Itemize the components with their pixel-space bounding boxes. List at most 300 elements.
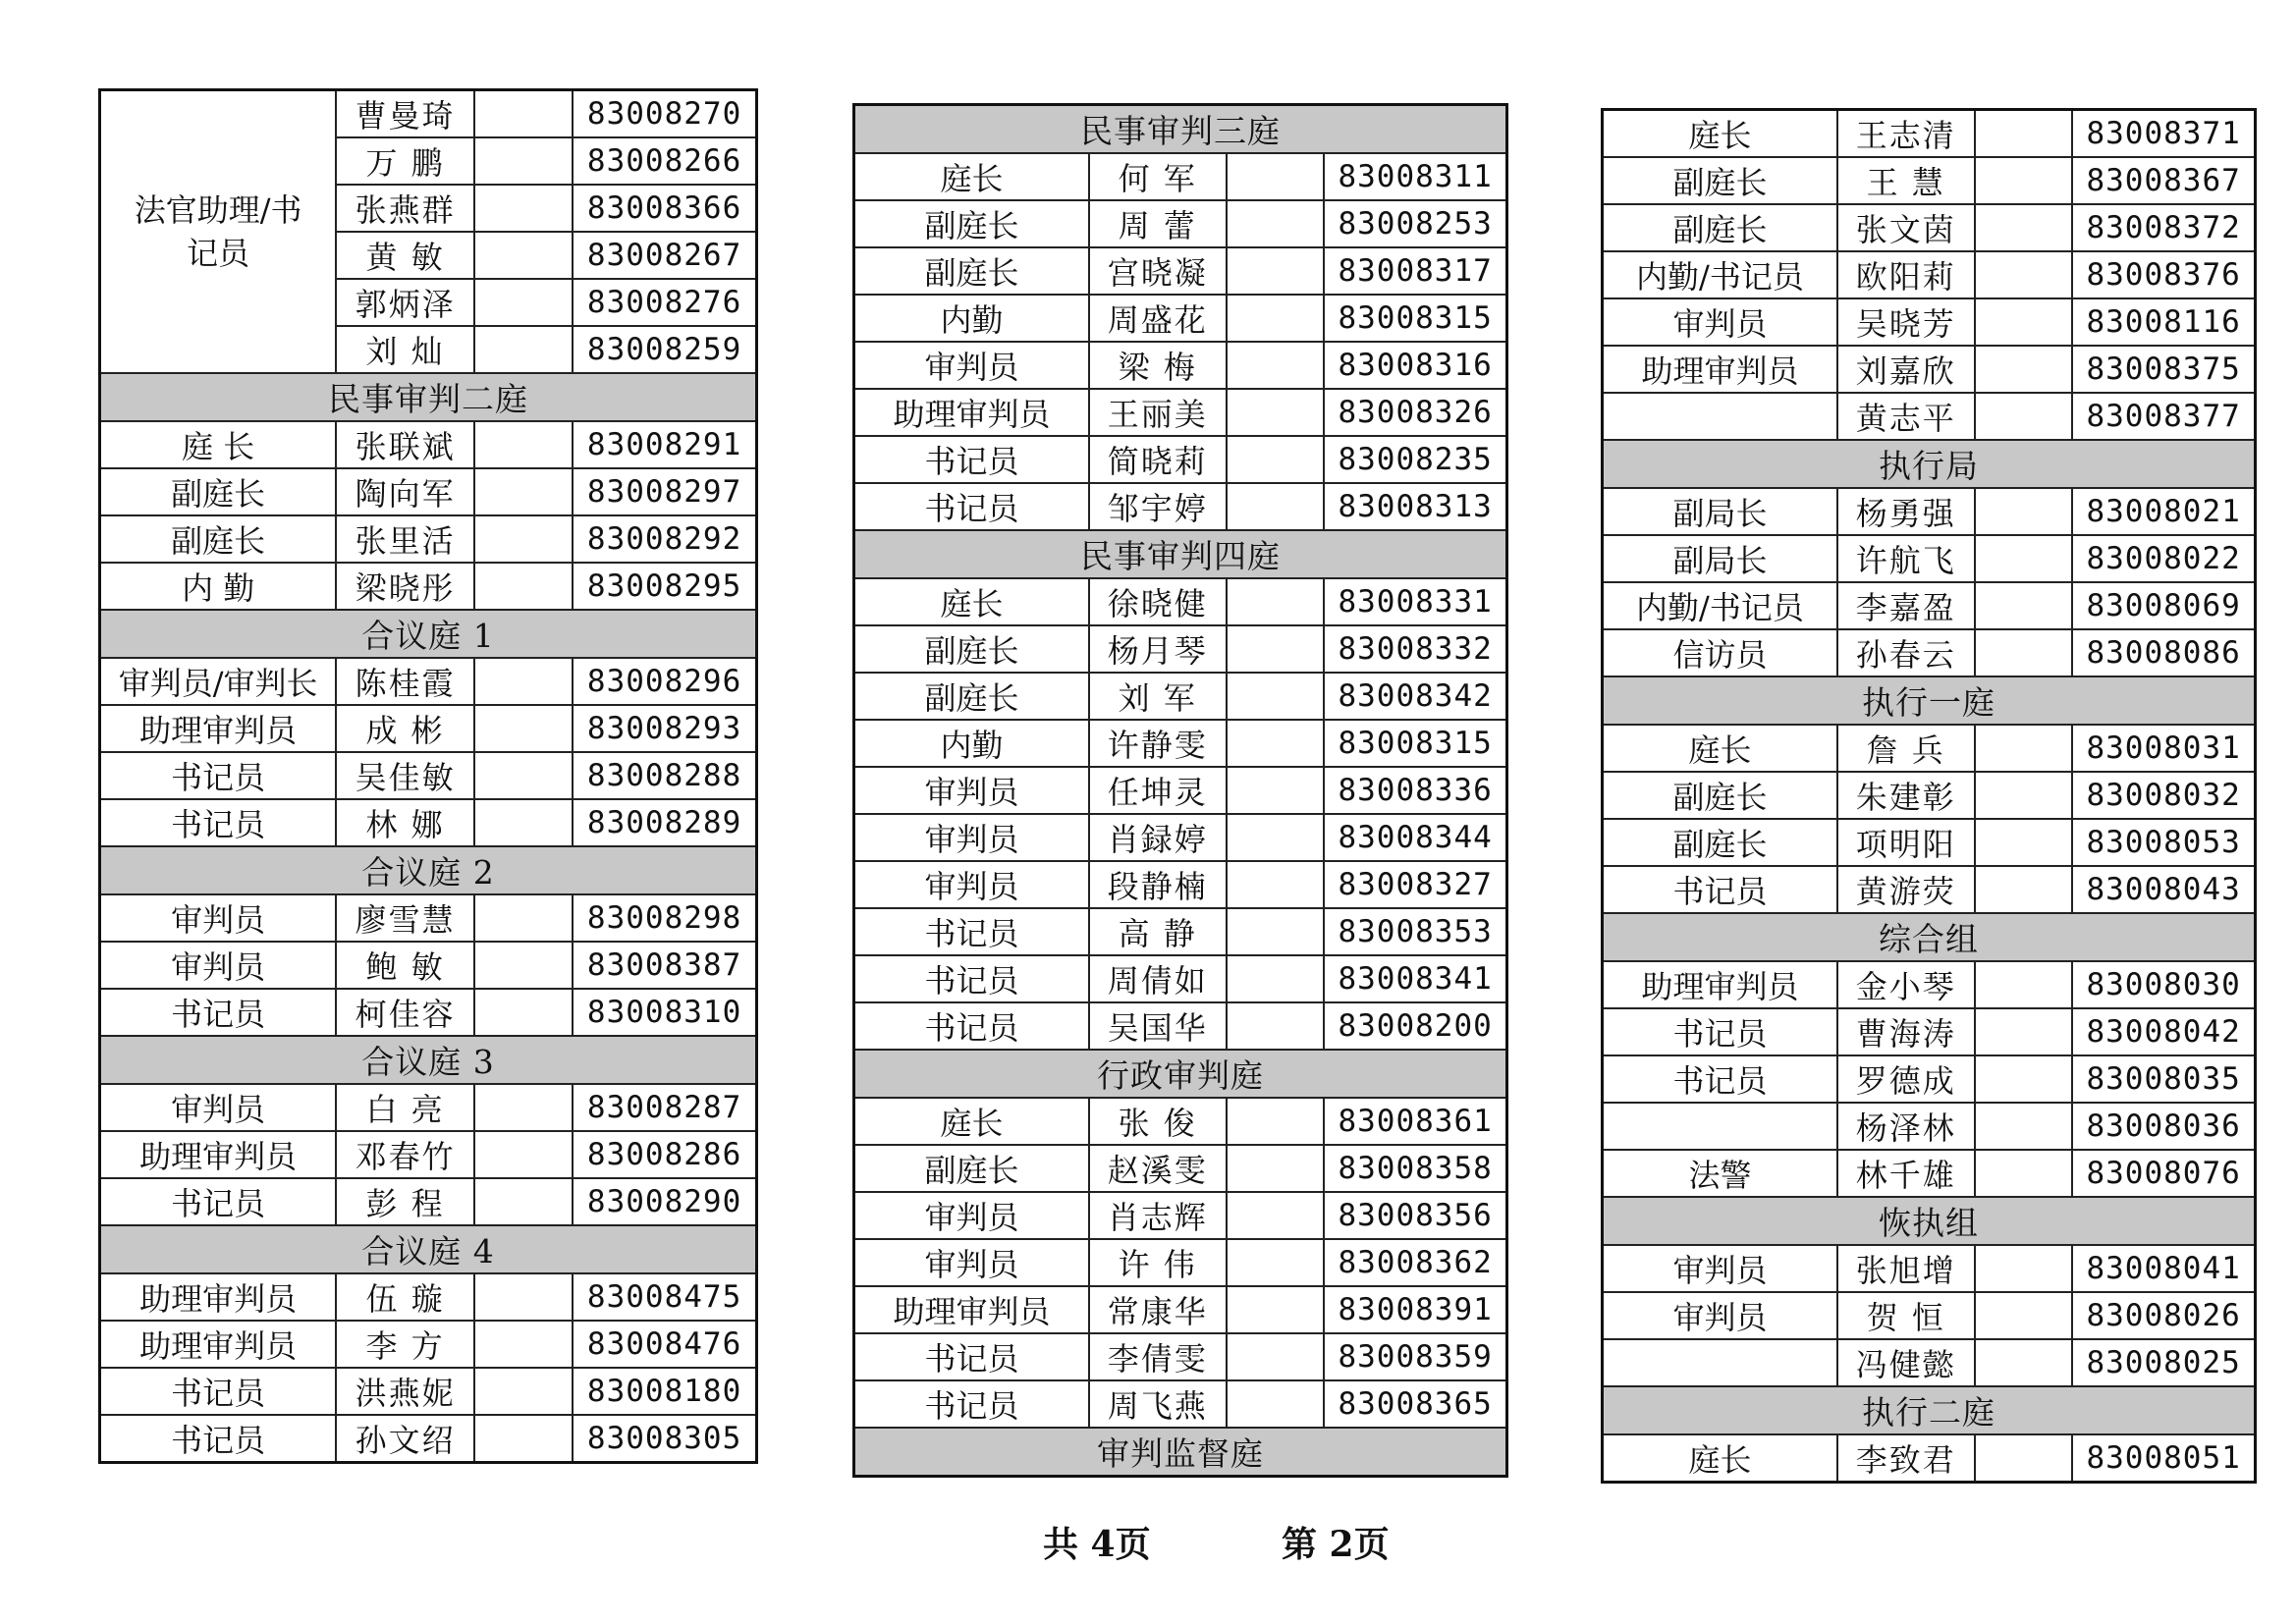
phone-cell: 83008311	[1324, 153, 1506, 200]
table-row	[1603, 157, 2256, 204]
name-cell: 何 军	[1089, 153, 1227, 200]
blank-cell	[1975, 157, 2073, 204]
blank-cell	[474, 1131, 573, 1178]
phone-cell: 83008331	[1324, 578, 1506, 625]
role-cell	[1603, 393, 1837, 440]
role-cell: 内 勤	[100, 563, 337, 610]
role-cell: 庭长	[1603, 725, 1837, 772]
directory-column-3	[1601, 108, 2257, 1484]
directory-table	[1601, 108, 2257, 1484]
name-cell: 张联斌	[336, 421, 473, 468]
blank-cell	[474, 232, 573, 279]
phone-cell: 83008353	[1324, 908, 1506, 955]
phone-cell: 83008315	[1324, 295, 1506, 342]
table-row	[854, 1145, 1507, 1192]
blank-cell	[1227, 1098, 1325, 1145]
role-cell: 书记员	[854, 955, 1089, 1002]
name-cell: 吴国华	[1089, 1002, 1227, 1050]
blank-cell	[474, 468, 573, 515]
table-row	[854, 436, 1507, 483]
phone-cell: 83008366	[573, 185, 756, 232]
role-cell: 审判员	[1603, 1292, 1837, 1339]
phone-cell: 83008291	[573, 421, 756, 468]
name-cell: 梁晓彤	[336, 563, 473, 610]
phone-cell: 83008295	[573, 563, 756, 610]
name-cell: 王丽美	[1089, 389, 1227, 436]
name-cell: 项明阳	[1837, 819, 1975, 866]
table-row	[854, 720, 1507, 767]
name-cell: 邓春竹	[336, 1131, 473, 1178]
blank-cell	[1975, 819, 2073, 866]
section-header-row	[1603, 1386, 2256, 1434]
table-row	[1603, 1245, 2256, 1292]
phone-cell: 83008359	[1324, 1333, 1506, 1380]
phone-cell: 83008200	[1324, 1002, 1506, 1050]
role-cell: 审判员	[854, 342, 1089, 389]
name-cell: 林千雄	[1837, 1150, 1975, 1197]
phone-cell: 83008031	[2072, 725, 2255, 772]
name-cell: 刘 军	[1089, 673, 1227, 720]
phone-cell: 83008361	[1324, 1098, 1506, 1145]
name-cell: 许航飞	[1837, 535, 1975, 582]
table-row	[100, 1273, 757, 1321]
name-cell: 肖志辉	[1089, 1192, 1227, 1239]
name-cell: 张旭增	[1837, 1245, 1975, 1292]
table-row	[1603, 582, 2256, 629]
table-row	[1603, 488, 2256, 535]
role-cell: 副庭长	[854, 200, 1089, 247]
directory-column-1	[98, 88, 758, 1464]
section-header-row	[100, 846, 757, 894]
name-cell: 伍 璇	[336, 1273, 473, 1321]
table-row	[1603, 251, 2256, 298]
phone-cell: 83008297	[573, 468, 756, 515]
role-cell: 助理审判员	[1603, 346, 1837, 393]
name-cell: 孙文绍	[336, 1415, 473, 1463]
role-cell: 副庭长	[854, 247, 1089, 295]
table-row	[854, 767, 1507, 814]
role-cell	[1603, 1339, 1837, 1386]
name-cell: 杨勇强	[1837, 488, 1975, 535]
phone-cell: 83008035	[2072, 1055, 2255, 1103]
role-cell: 审判员	[854, 1192, 1089, 1239]
phone-cell: 83008086	[2072, 629, 2255, 676]
blank-cell	[474, 563, 573, 610]
phone-cell: 83008253	[1324, 200, 1506, 247]
phone-cell: 83008365	[1324, 1380, 1506, 1428]
phone-cell: 83008391	[1324, 1286, 1506, 1333]
table-row	[100, 752, 757, 799]
role-cell: 副局长	[1603, 535, 1837, 582]
name-cell: 柯佳容	[336, 989, 473, 1036]
name-cell: 李倩雯	[1089, 1333, 1227, 1380]
phone-cell: 83008387	[573, 942, 756, 989]
role-cell	[1603, 1103, 1837, 1150]
phone-cell: 83008267	[573, 232, 756, 279]
table-row	[1603, 1008, 2256, 1055]
blank-cell	[1227, 625, 1325, 673]
table-row	[1603, 346, 2256, 393]
section-header-row	[1603, 440, 2256, 488]
role-cell: 审判员	[854, 861, 1089, 908]
phone-cell: 83008036	[2072, 1103, 2255, 1150]
table-row	[854, 1098, 1507, 1145]
name-cell: 詹 兵	[1837, 725, 1975, 772]
blank-cell	[1975, 1434, 2073, 1483]
phone-cell: 83008116	[2072, 298, 2255, 346]
role-cell: 书记员	[854, 1002, 1089, 1050]
phone-cell: 83008069	[2072, 582, 2255, 629]
blank-cell	[1227, 861, 1325, 908]
table-row	[854, 1239, 1507, 1286]
role-cell: 信访员	[1603, 629, 1837, 676]
name-cell: 刘嘉欣	[1837, 346, 1975, 393]
blank-cell	[1227, 247, 1325, 295]
table-row	[100, 468, 757, 515]
page-number: 第 2页	[1282, 1524, 1390, 1565]
section-header-row	[854, 105, 1507, 154]
phone-cell: 83008021	[2072, 488, 2255, 535]
name-cell: 任坤灵	[1089, 767, 1227, 814]
role-cell: 副庭长	[1603, 819, 1837, 866]
table-row	[100, 658, 757, 705]
section-title: 合议庭 3	[100, 1036, 757, 1084]
role-cell: 审判员	[854, 767, 1089, 814]
role-cell: 庭长	[854, 578, 1089, 625]
name-cell: 李致君	[1837, 1434, 1975, 1483]
phone-cell: 83008362	[1324, 1239, 1506, 1286]
phone-cell: 83008235	[1324, 436, 1506, 483]
phone-cell: 83008290	[573, 1178, 756, 1225]
blank-cell	[1227, 153, 1325, 200]
phone-cell: 83008376	[2072, 251, 2255, 298]
table-row	[1603, 393, 2256, 440]
section-title: 恢执组	[1603, 1197, 2256, 1245]
table-row	[854, 389, 1507, 436]
table-row	[100, 894, 757, 942]
blank-cell	[1975, 1150, 2073, 1197]
section-title: 执行一庭	[1603, 676, 2256, 725]
table-row	[1603, 629, 2256, 676]
page-total: 共 4页	[1043, 1524, 1151, 1565]
phone-cell: 83008332	[1324, 625, 1506, 673]
blank-cell	[1975, 488, 2073, 535]
phone-cell: 83008316	[1324, 342, 1506, 389]
blank-cell	[474, 279, 573, 326]
blank-cell	[474, 515, 573, 563]
table-row	[854, 1286, 1507, 1333]
phone-cell: 83008296	[573, 658, 756, 705]
section-header-row	[100, 610, 757, 658]
role-cell: 助理审判员	[854, 389, 1089, 436]
section-title: 合议庭 4	[100, 1225, 757, 1273]
name-cell: 许静雯	[1089, 720, 1227, 767]
role-cell: 书记员	[100, 752, 337, 799]
blank-cell	[1227, 436, 1325, 483]
role-cell: 助理审判员	[100, 1131, 337, 1178]
phone-cell: 83008367	[2072, 157, 2255, 204]
role-cell: 庭长	[1603, 110, 1837, 158]
phone-cell: 83008053	[2072, 819, 2255, 866]
table-row	[854, 483, 1507, 530]
blank-cell	[1975, 772, 2073, 819]
blank-cell	[474, 942, 573, 989]
name-cell: 彭 程	[336, 1178, 473, 1225]
table-row	[1603, 1339, 2256, 1386]
section-title: 执行局	[1603, 440, 2256, 488]
table-row	[854, 908, 1507, 955]
table-row	[854, 1192, 1507, 1239]
name-cell: 林 娜	[336, 799, 473, 846]
role-cell: 副庭长	[854, 673, 1089, 720]
phone-cell: 83008180	[573, 1368, 756, 1415]
role-cell: 内勤/书记员	[1603, 251, 1837, 298]
table-row	[100, 942, 757, 989]
name-cell: 邹宇婷	[1089, 483, 1227, 530]
table-row	[100, 989, 757, 1036]
role-cell: 书记员	[1603, 866, 1837, 913]
blank-cell	[474, 752, 573, 799]
name-cell: 朱建彰	[1837, 772, 1975, 819]
blank-cell	[474, 185, 573, 232]
name-cell: 徐晓健	[1089, 578, 1227, 625]
phone-cell: 83008292	[573, 515, 756, 563]
role-cell: 庭长	[1603, 1434, 1837, 1483]
phone-cell: 83008375	[2072, 346, 2255, 393]
phone-cell: 83008287	[573, 1084, 756, 1131]
blank-cell	[1227, 767, 1325, 814]
blank-cell	[1227, 1286, 1325, 1333]
role-cell: 书记员	[100, 1368, 337, 1415]
phone-cell: 83008310	[573, 989, 756, 1036]
name-cell: 许 伟	[1089, 1239, 1227, 1286]
role-cell: 助理审判员	[100, 1321, 337, 1368]
section-header-row	[100, 1225, 757, 1273]
role-cell: 副庭长	[854, 625, 1089, 673]
table-row	[854, 295, 1507, 342]
phone-cell: 83008030	[2072, 961, 2255, 1008]
phone-cell: 83008315	[1324, 720, 1506, 767]
phone-cell: 83008298	[573, 894, 756, 942]
blank-cell	[1227, 955, 1325, 1002]
blank-cell	[1975, 725, 2073, 772]
table-row	[100, 705, 757, 752]
role-cell: 书记员	[854, 1333, 1089, 1380]
name-cell: 罗德成	[1837, 1055, 1975, 1103]
phone-cell: 83008289	[573, 799, 756, 846]
name-cell: 成 彬	[336, 705, 473, 752]
blank-cell	[1227, 483, 1325, 530]
directory-table	[98, 88, 758, 1464]
name-cell: 黄 敏	[336, 232, 473, 279]
role-cell: 副庭长	[100, 515, 337, 563]
role-cell: 书记员	[1603, 1055, 1837, 1103]
phone-cell: 83008270	[573, 90, 756, 138]
table-row	[1603, 961, 2256, 1008]
role-cell: 审判员	[854, 814, 1089, 861]
phone-cell: 83008344	[1324, 814, 1506, 861]
name-cell: 郭炳泽	[336, 279, 473, 326]
role-cell: 副庭长	[1603, 204, 1837, 251]
phone-cell: 83008305	[573, 1415, 756, 1463]
section-title: 合议庭 1	[100, 610, 757, 658]
table-row	[1603, 1055, 2256, 1103]
role-cell: 审判员	[1603, 298, 1837, 346]
name-cell: 王 慧	[1837, 157, 1975, 204]
blank-cell	[1227, 814, 1325, 861]
name-cell: 廖雪慧	[336, 894, 473, 942]
phone-cell: 83008293	[573, 705, 756, 752]
blank-cell	[1975, 961, 2073, 1008]
section-header-row	[1603, 913, 2256, 961]
blank-cell	[1975, 298, 2073, 346]
blank-cell	[474, 705, 573, 752]
section-header-row	[1603, 676, 2256, 725]
phone-cell: 83008372	[2072, 204, 2255, 251]
section-header-row	[854, 530, 1507, 578]
role-cell: 副庭长	[1603, 157, 1837, 204]
blank-cell	[1975, 110, 2073, 158]
blank-cell	[474, 1273, 573, 1321]
role-cell: 内勤	[854, 720, 1089, 767]
name-cell: 冯健懿	[1837, 1339, 1975, 1386]
blank-cell	[1975, 582, 2073, 629]
table-row	[1603, 1434, 2256, 1483]
blank-cell	[1227, 1145, 1325, 1192]
name-cell: 张里活	[336, 515, 473, 563]
phone-cell: 83008259	[573, 326, 756, 373]
table-row	[100, 1321, 757, 1368]
blank-cell	[1227, 200, 1325, 247]
role-cell: 助理审判员	[100, 1273, 337, 1321]
name-cell: 曹海涛	[1837, 1008, 1975, 1055]
blank-cell	[474, 1178, 573, 1225]
phone-cell: 83008276	[573, 279, 756, 326]
role-cell: 庭长	[854, 1098, 1089, 1145]
blank-cell	[1975, 866, 2073, 913]
table-row	[100, 563, 757, 610]
name-cell: 陈桂霞	[336, 658, 473, 705]
role-cell: 审判员	[854, 1239, 1089, 1286]
table-row	[1603, 535, 2256, 582]
table-row	[1603, 1103, 2256, 1150]
phone-cell: 83008327	[1324, 861, 1506, 908]
role-cell: 审判员	[100, 894, 337, 942]
table-row	[854, 814, 1507, 861]
role-cell: 助理审判员	[854, 1286, 1089, 1333]
section-title: 合议庭 2	[100, 846, 757, 894]
blank-cell	[1227, 673, 1325, 720]
section-header-row	[854, 1050, 1507, 1098]
name-cell: 宫晓凝	[1089, 247, 1227, 295]
phone-cell: 83008377	[2072, 393, 2255, 440]
phone-cell: 83008266	[573, 137, 756, 185]
blank-cell	[1975, 346, 2073, 393]
table-row	[1603, 772, 2256, 819]
table-row	[854, 1380, 1507, 1428]
role-cell: 庭长	[854, 153, 1089, 200]
phone-cell: 83008286	[573, 1131, 756, 1178]
role-cell: 书记员	[100, 989, 337, 1036]
table-row	[1603, 866, 2256, 913]
table-row	[100, 90, 757, 138]
blank-cell	[474, 894, 573, 942]
blank-cell	[474, 90, 573, 138]
table-row	[100, 515, 757, 563]
section-header-row	[100, 1036, 757, 1084]
name-cell: 金小琴	[1837, 961, 1975, 1008]
phone-cell: 83008288	[573, 752, 756, 799]
blank-cell	[474, 658, 573, 705]
table-row	[854, 200, 1507, 247]
phone-cell: 83008476	[573, 1321, 756, 1368]
name-cell: 刘 灿	[336, 326, 473, 373]
blank-cell	[474, 1321, 573, 1368]
name-cell: 王志清	[1837, 110, 1975, 158]
blank-cell	[1975, 535, 2073, 582]
name-cell: 李 方	[336, 1321, 473, 1368]
role-cell: 书记员	[1603, 1008, 1837, 1055]
name-cell: 吴佳敏	[336, 752, 473, 799]
table-row	[854, 625, 1507, 673]
role-cell: 书记员	[100, 1415, 337, 1463]
name-cell: 洪燕妮	[336, 1368, 473, 1415]
phone-cell: 83008051	[2072, 1434, 2255, 1483]
role-cell: 书记员	[854, 908, 1089, 955]
name-cell: 简晓莉	[1089, 436, 1227, 483]
name-cell: 梁 梅	[1089, 342, 1227, 389]
phone-cell: 83008336	[1324, 767, 1506, 814]
name-cell: 肖録婷	[1089, 814, 1227, 861]
table-row	[1603, 204, 2256, 251]
table-row	[854, 247, 1507, 295]
blank-cell	[474, 799, 573, 846]
phone-cell: 83008326	[1324, 389, 1506, 436]
name-cell: 吴晓芳	[1837, 298, 1975, 346]
blank-cell	[1975, 393, 2073, 440]
name-cell: 欧阳莉	[1837, 251, 1975, 298]
blank-cell	[1227, 1333, 1325, 1380]
phone-cell: 83008358	[1324, 1145, 1506, 1192]
name-cell: 张文茵	[1837, 204, 1975, 251]
phone-cell: 83008313	[1324, 483, 1506, 530]
table-row	[854, 1002, 1507, 1050]
table-row	[854, 955, 1507, 1002]
name-cell: 曹曼琦	[336, 90, 473, 138]
blank-cell	[1975, 1292, 2073, 1339]
name-cell: 孙春云	[1837, 629, 1975, 676]
name-cell: 杨月琴	[1089, 625, 1227, 673]
blank-cell	[474, 137, 573, 185]
table-row	[1603, 298, 2256, 346]
table-row	[854, 153, 1507, 200]
name-cell: 万 鹏	[336, 137, 473, 185]
blank-cell	[1227, 1002, 1325, 1050]
name-cell: 贺 恒	[1837, 1292, 1975, 1339]
name-cell: 鲍 敏	[336, 942, 473, 989]
blank-cell	[1227, 295, 1325, 342]
name-cell: 周 蕾	[1089, 200, 1227, 247]
blank-cell	[1975, 629, 2073, 676]
section-title: 民事审判二庭	[100, 373, 757, 421]
blank-cell	[1227, 720, 1325, 767]
table-row	[854, 342, 1507, 389]
role-cell: 副局长	[1603, 488, 1837, 535]
name-cell: 张 俊	[1089, 1098, 1227, 1145]
table-row	[100, 1368, 757, 1415]
blank-cell	[1227, 1192, 1325, 1239]
role-cell: 副庭长	[100, 468, 337, 515]
